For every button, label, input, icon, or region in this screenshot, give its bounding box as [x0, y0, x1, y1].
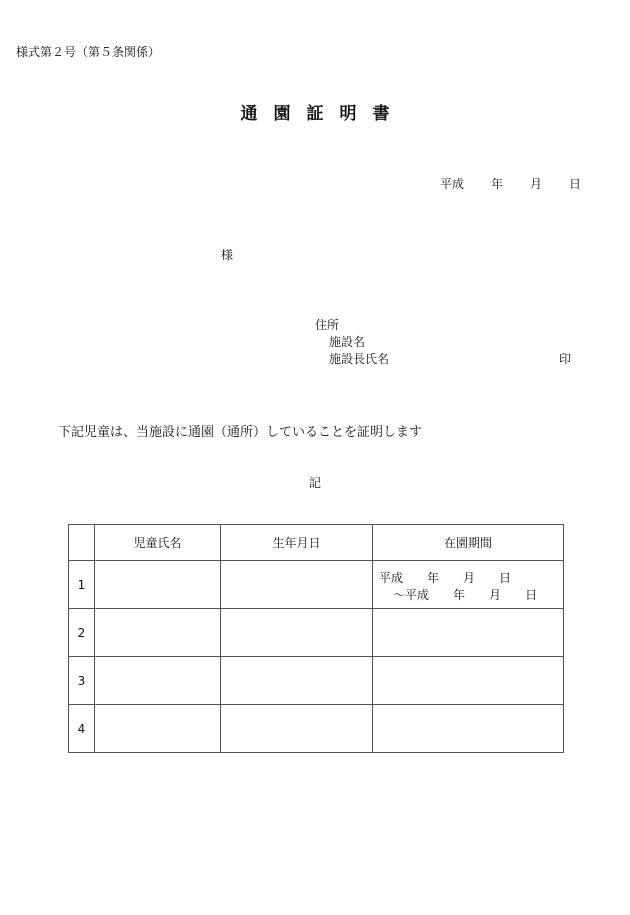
enrollment-period-cell[interactable] — [373, 705, 564, 753]
ki-mark: 記 — [308, 476, 321, 490]
period-month: 月 — [463, 571, 476, 585]
period-day: 日 — [499, 571, 512, 585]
addressee-suffix: 様 — [221, 248, 234, 262]
date-month: 月 — [530, 177, 543, 191]
child-name-cell[interactable] — [95, 561, 221, 609]
period-year: 年 — [427, 571, 440, 585]
children-table — [68, 524, 564, 753]
table-row — [69, 609, 564, 657]
enrollment-period-cell[interactable] — [373, 657, 564, 705]
table-row — [69, 657, 564, 705]
title-char: 書 — [372, 104, 390, 124]
period-year: 年 — [453, 588, 466, 602]
period-start — [379, 569, 511, 586]
title-char: 通 — [240, 104, 258, 124]
title-char: 明 — [339, 104, 357, 124]
certification-statement: 下記児童は、当施設に通園（通所）していることを証明します — [58, 425, 423, 440]
issuer-address-label: 住所 — [315, 318, 340, 332]
period-era: 平成 — [405, 588, 430, 602]
period-era: 平成 — [379, 571, 404, 585]
facility-name-label: 施設名 — [329, 335, 366, 349]
enrollment-period-cell[interactable] — [373, 609, 564, 657]
period-tilde: 〜 — [393, 588, 406, 602]
form-number: 様式第２号（第５条関係） — [16, 45, 161, 59]
child-name-cell[interactable] — [95, 657, 221, 705]
table-row — [69, 705, 564, 753]
enrollment-period-cell[interactable] — [373, 561, 564, 609]
row-number: 3 — [69, 657, 95, 705]
period-day: 日 — [525, 588, 538, 602]
period-end — [393, 586, 537, 603]
issue-date — [440, 175, 581, 192]
header-child-name: 児童氏名 — [95, 525, 221, 561]
header-birthdate: 生年月日 — [221, 525, 373, 561]
director-name-label: 施設長氏名 — [329, 352, 390, 366]
birthdate-cell[interactable] — [221, 561, 373, 609]
birthdate-cell[interactable] — [221, 705, 373, 753]
row-number: 2 — [69, 609, 95, 657]
row-number: 1 — [69, 561, 95, 609]
child-name-cell[interactable] — [95, 609, 221, 657]
header-enrollment-period: 在園期間 — [373, 525, 564, 561]
title-char: 園 — [273, 104, 291, 124]
period-month: 月 — [489, 588, 502, 602]
header-no — [69, 525, 95, 561]
table-header-row — [69, 525, 564, 561]
row-number: 4 — [69, 705, 95, 753]
seal-mark: 印 — [559, 352, 572, 366]
document-title — [0, 99, 630, 124]
child-name-cell[interactable] — [95, 705, 221, 753]
birthdate-cell[interactable] — [221, 609, 373, 657]
date-day: 日 — [569, 177, 582, 191]
title-char: 証 — [306, 104, 324, 124]
table-row — [69, 561, 564, 609]
birthdate-cell[interactable] — [221, 657, 373, 705]
date-era: 平成 — [440, 177, 465, 191]
date-year: 年 — [491, 177, 504, 191]
